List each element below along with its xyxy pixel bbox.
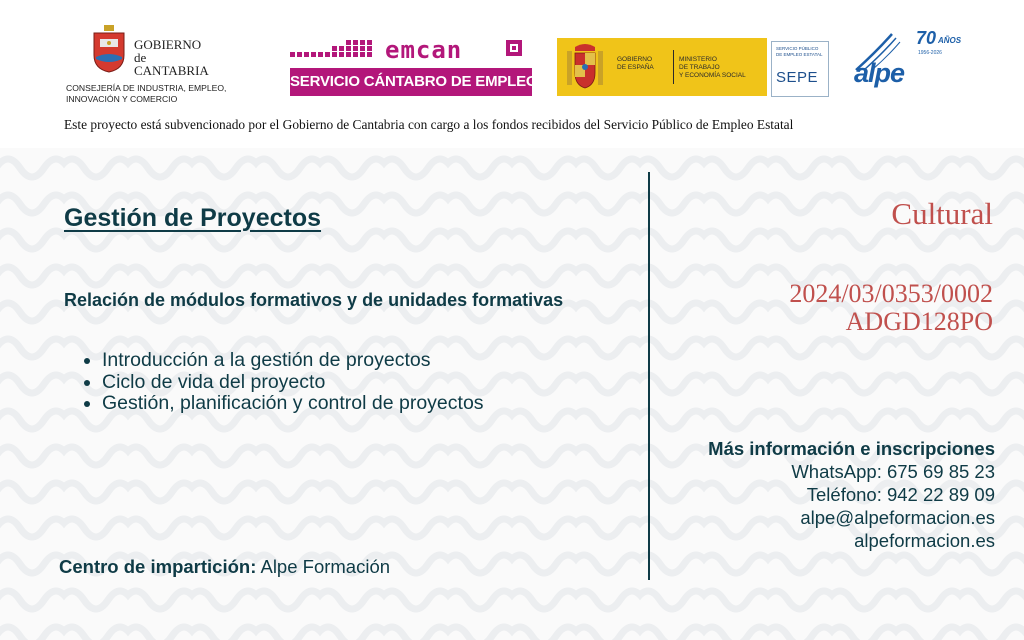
alpe-anniversary-label: AÑOS: [938, 36, 962, 45]
training-center: [59, 556, 390, 578]
header: [0, 0, 1024, 148]
course-file-number: 2024/03/0353/0002: [789, 279, 993, 308]
ministerio-divider: [673, 50, 674, 84]
alpe-anniversary-years: 1956-2026: [918, 50, 942, 56]
contact-email: alpe@alpeformacion.es: [800, 507, 995, 528]
alpe-logo: [852, 28, 964, 100]
emcan-logo: [290, 36, 538, 98]
gobierno-espana-text: GOBIERNO DE ESPAÑA: [617, 56, 654, 71]
module-item: • Ciclo de vida del proyecto: [102, 372, 484, 394]
contact-info: [708, 437, 995, 552]
emcan-pixel-blocks-icon: [290, 40, 380, 62]
cantabria-coat-of-arms-icon: [92, 25, 126, 73]
consejeria-name: CONSEJERÍA DE INDUSTRIA, EMPLEO, INNOVACIÓN Y COMERCIO: [66, 83, 227, 104]
course-category: Cultural: [891, 196, 993, 231]
modules-list: [82, 350, 484, 415]
alpe-anniversary-number: 70: [916, 28, 937, 48]
training-center-label: Centro de impartición:: [59, 556, 257, 577]
vertical-divider: [648, 172, 650, 580]
course-title: Gestión de Proyectos: [64, 204, 322, 232]
emcan-wordmark: emcan: [385, 36, 463, 64]
contact-heading: Más información e inscripciones: [708, 438, 995, 459]
contact-whatsapp: WhatsApp: 675 69 85 23: [791, 461, 995, 482]
gobierno-cantabria-logo: [64, 22, 246, 108]
alpe-wordmark: alpe: [854, 58, 905, 88]
sepe-wordmark: SEPE: [776, 69, 819, 86]
sepe-full-name: SERVICIO PÚBLICO DE EMPLEO ESTATAL: [776, 46, 823, 57]
module-item: • Introducción a la gestión de proyectos: [102, 350, 484, 372]
course-code: [789, 280, 993, 336]
spain-coat-of-arms-icon: [565, 43, 605, 91]
ministerio-trabajo-logo: [557, 38, 767, 96]
gobierno-cantabria-name: GOBIERNO de CANTABRIA: [134, 37, 209, 78]
subsidy-notice: Este proyecto está subvencionado por el Gobierno de Cantabria con cargo a los fondos recibidos del Servicio Público de Empleo Estatal: [64, 117, 794, 132]
course-specialty-code: ADGD128PO: [845, 307, 993, 336]
training-center-value: Alpe Formación: [260, 556, 391, 577]
modules-heading: Relación de módulos formativos y de unidades formativas: [64, 290, 564, 310]
emcan-subtitle: SERVICIO CÁNTABRO DE EMPLEO: [290, 68, 532, 96]
ministerio-name-text: MINISTERIO DE TRABAJO Y ECONOMÍA SOCIAL: [679, 56, 746, 79]
module-item: • Gestión, planificación y control de proyectos: [102, 393, 484, 415]
contact-website: alpeformacion.es: [854, 530, 995, 551]
emcan-square-icon: [506, 40, 522, 56]
sepe-logo: [771, 41, 829, 97]
contact-phone: Teléfono: 942 22 89 09: [806, 484, 995, 505]
